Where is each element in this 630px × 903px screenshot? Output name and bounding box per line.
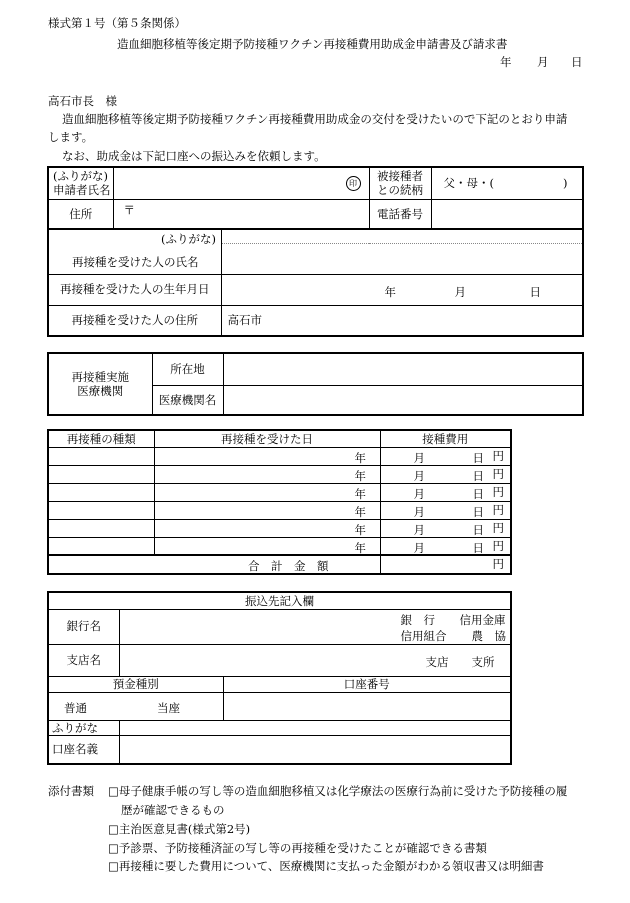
- institution-name-label: 医療機関名: [152, 385, 223, 415]
- bank-type-nokyo: 農 協: [471, 628, 506, 643]
- vaccination-yen-label: 円: [492, 520, 504, 535]
- deposit-type-field[interactable]: [48, 692, 223, 720]
- vaccination-row: [48, 483, 511, 501]
- col-vaccination-cost: 接種費用: [380, 430, 511, 447]
- branch-name-label: 支店名: [48, 644, 119, 676]
- col-vaccine-type: 再接種の種類: [48, 430, 154, 447]
- vaccine-type-field[interactable]: [48, 447, 154, 465]
- dob-field[interactable]: [221, 274, 583, 305]
- vaccination-year-label: 年: [354, 468, 366, 483]
- holder-furigana-field[interactable]: [119, 720, 511, 735]
- dob-month-label: 月: [454, 284, 466, 299]
- holder-furigana-label: ふりがな: [48, 720, 119, 735]
- body-line-3: なお、助成金は下記口座への振込みを依頼します。: [62, 149, 326, 163]
- bank-type-shinkin: 信用金庫: [459, 612, 506, 627]
- vaccine-type-field[interactable]: [48, 465, 154, 483]
- vaccination-cost-field[interactable]: [380, 465, 511, 483]
- bank-type-kumiai: 信用組合: [400, 628, 447, 643]
- branch-name-field[interactable]: [119, 644, 511, 676]
- recipient-address-field[interactable]: 高石市: [221, 305, 583, 336]
- vaccination-day-label: 日: [472, 540, 484, 555]
- recipient-furigana-field[interactable]: [221, 229, 583, 243]
- attachments-label: 添付書類: [48, 784, 94, 798]
- institution-location-label: 所在地: [152, 353, 223, 385]
- total-label: 合 計 金 額: [248, 559, 329, 573]
- attachment-item-1[interactable]: □母子健康手帳の写し等の造血細胞移植又は化学療法の医療行為前に受けた予防接種の履: [108, 784, 568, 798]
- vaccine-type-field[interactable]: [48, 501, 154, 519]
- vaccination-date-field[interactable]: [154, 519, 484, 537]
- institution-label-line1: 再接種実施: [71, 369, 129, 384]
- vaccination-date-field[interactable]: [154, 447, 484, 465]
- vaccine-type-field[interactable]: [48, 519, 154, 537]
- vaccination-row: [48, 465, 511, 483]
- vaccination-row: [48, 537, 511, 555]
- postal-mark: 〒: [123, 202, 135, 217]
- vaccination-date-field[interactable]: [154, 483, 484, 501]
- vaccination-day-label: 日: [472, 468, 484, 483]
- relation-label-line1: 被接種者: [377, 168, 423, 183]
- institution-table: [47, 352, 584, 416]
- vaccination-day-label: 日: [472, 450, 484, 465]
- total-amount-field[interactable]: [380, 555, 511, 574]
- vaccination-cost-field[interactable]: [380, 519, 511, 537]
- vaccination-cost-field[interactable]: [380, 483, 511, 501]
- deposit-current: 当座: [157, 700, 180, 715]
- recipient-name-label: 再接種を受けた人の氏名: [72, 255, 199, 269]
- vaccination-yen-label: 円: [492, 484, 504, 499]
- relation-label: [369, 167, 431, 199]
- addressee: 高石市長 様: [48, 94, 117, 108]
- vaccination-year-label: 年: [354, 504, 366, 519]
- total-label-cell: [48, 555, 380, 574]
- institution-location-field[interactable]: [223, 353, 583, 385]
- date-day-label: 日: [571, 55, 583, 69]
- vaccination-date-field[interactable]: [154, 465, 484, 483]
- relation-field[interactable]: 父・母・( ): [431, 167, 583, 199]
- vaccination-day-label: 日: [472, 486, 484, 501]
- account-number-field[interactable]: [223, 692, 511, 720]
- attachment-item-1-cont: 歴が確認できるもの: [121, 803, 225, 817]
- date-month-label: 月: [537, 55, 549, 69]
- vaccination-cost-field[interactable]: [380, 501, 511, 519]
- body-line-1: 造血細胞移植等後定期予防接種ワクチン再接種費用助成金の交付を受けたいので下記のとおり申請: [62, 112, 568, 126]
- attachment-item-3[interactable]: □予診票、予防接種済証の写し等の再接種を受けたことが確認できる書類: [108, 841, 487, 855]
- applicant-name-label: [48, 167, 113, 199]
- vaccination-year-label: 年: [354, 540, 366, 555]
- account-number-label: 口座番号: [223, 676, 511, 692]
- bank-name-label: 銀行名: [48, 609, 119, 644]
- vaccination-row: [48, 447, 511, 465]
- col-vaccination-date: 再接種を受けた日: [154, 430, 380, 447]
- vaccination-year-label: 年: [354, 486, 366, 501]
- recipient-address-label: 再接種を受けた人の住所: [48, 305, 221, 336]
- attachment-item-2[interactable]: □主治医意見書(様式第2号): [108, 822, 251, 836]
- branch-type-shisho: 支所: [471, 654, 495, 669]
- institution-label: [48, 353, 152, 415]
- form-number: 様式第１号（第５条関係）: [48, 16, 186, 30]
- recipient-furigana-label: (ふりがな): [161, 232, 216, 246]
- body-line-2: します。: [48, 130, 94, 144]
- vaccination-month-label: 月: [413, 504, 425, 519]
- account-holder-field[interactable]: [119, 735, 511, 764]
- dob-day-label: 日: [529, 284, 541, 299]
- vaccination-table: [47, 429, 512, 575]
- vaccination-yen-label: 円: [492, 502, 504, 517]
- phone-field[interactable]: [431, 199, 583, 229]
- relation-label-line2: との続柄: [377, 183, 423, 198]
- vaccination-cost-field[interactable]: [380, 537, 511, 555]
- vaccination-yen-label: 円: [492, 466, 504, 481]
- recipient-name-field[interactable]: [221, 243, 583, 274]
- vaccine-type-field[interactable]: [48, 537, 154, 555]
- attachment-item-4[interactable]: □再接種に要した費用について、医療機関に支払った金額がわかる領収書又は明細書: [108, 859, 544, 873]
- vaccination-month-label: 月: [413, 522, 425, 537]
- vaccination-month-label: 月: [413, 468, 425, 483]
- vaccination-yen-label: 円: [492, 538, 504, 553]
- name-label: 申請者氏名: [53, 183, 111, 198]
- bank-type-bank: 銀 行: [400, 612, 435, 627]
- account-holder-label: 口座名義: [48, 735, 119, 764]
- vaccination-month-label: 月: [413, 486, 425, 501]
- dob-label: 再接種を受けた人の生年月日: [48, 274, 221, 305]
- institution-name-field[interactable]: [223, 385, 583, 415]
- bank-name-field[interactable]: [119, 609, 511, 644]
- deposit-ordinary: 普通: [64, 700, 87, 715]
- deposit-type-label: 預金種別: [48, 676, 223, 692]
- furigana-label: (ふりがな): [53, 168, 108, 183]
- total-yen-label: 円: [492, 557, 504, 572]
- date-year-label: 年: [500, 55, 512, 69]
- branch-type-shiten: 支店: [425, 654, 449, 669]
- institution-label-line2: 医療機関: [77, 384, 124, 398]
- vaccination-year-label: 年: [354, 522, 366, 537]
- address-label: 住所: [48, 199, 113, 229]
- document-title: 造血細胞移植等後定期予防接種ワクチン再接種費用助成金申請書及び請求書: [117, 37, 508, 51]
- applicant-name-field[interactable]: [113, 167, 369, 199]
- bank-table: [47, 591, 512, 765]
- vaccination-month-label: 月: [413, 540, 425, 555]
- vaccination-date-field[interactable]: [154, 537, 484, 555]
- vaccination-row: [48, 501, 511, 519]
- vaccination-row: [48, 519, 511, 537]
- phone-label: 電話番号: [369, 199, 431, 229]
- applicant-table: [47, 166, 584, 337]
- bank-section-title: 振込先記入欄: [48, 592, 511, 609]
- vaccination-day-label: 日: [472, 522, 484, 537]
- vaccination-cost-field[interactable]: [380, 447, 511, 465]
- vaccine-type-field[interactable]: [48, 483, 154, 501]
- dob-year-label: 年: [384, 284, 396, 299]
- vaccination-day-label: 日: [472, 504, 484, 519]
- seal-mark: 印: [346, 176, 361, 191]
- address-field[interactable]: [113, 199, 369, 229]
- vaccination-date-field[interactable]: [154, 501, 484, 519]
- vaccination-yen-label: 円: [492, 448, 504, 463]
- vaccination-year-label: 年: [354, 450, 366, 465]
- recipient-name-label-cell: [48, 229, 221, 274]
- vaccination-month-label: 月: [413, 450, 425, 465]
